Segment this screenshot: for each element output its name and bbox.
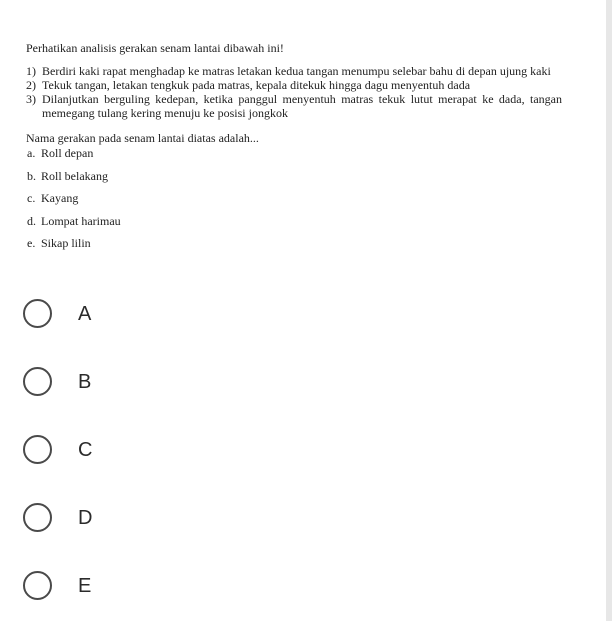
answer-option-e[interactable]	[22, 570, 162, 606]
page-edge	[606, 0, 612, 621]
answer-option-b[interactable]	[22, 366, 162, 402]
step-number: 2)	[26, 78, 36, 92]
choice-letter: d.	[27, 213, 36, 228]
step-list	[26, 64, 562, 120]
step-text: Berdiri kaki rapat menghadap ke matras letakan kedua tangan menumpu selebar bahu di depan ujung kaki	[42, 64, 551, 78]
choice-list	[26, 146, 562, 259]
question-intro: Perhatikan analisis gerakan senam lantai dibawah ini!	[26, 41, 284, 55]
choice-item	[26, 214, 562, 237]
question-prompt: Nama gerakan pada senam lantai diatas adalah...	[26, 131, 259, 145]
answer-label-c: C	[78, 439, 93, 461]
answer-label-b: B	[78, 371, 92, 393]
answer-option-c[interactable]	[22, 434, 162, 470]
answer-option-a[interactable]	[22, 298, 162, 334]
choice-letter: b.	[27, 168, 36, 183]
choice-letter: e.	[27, 236, 36, 250]
choice-item	[26, 191, 562, 214]
step-text: Tekuk tangan, letakan tengkuk pada matras, kepala ditekuk hingga dagu menyentuh dada	[42, 78, 471, 92]
step-item	[26, 78, 562, 92]
answer-label-e: E	[78, 575, 92, 597]
answer-label-d: D	[78, 507, 93, 529]
choice-item	[26, 146, 562, 169]
choice-text: Roll belakang	[41, 168, 108, 183]
step-number: 1)	[26, 64, 36, 78]
choice-text: Kayang	[41, 191, 79, 205]
choice-letter: c.	[27, 191, 36, 205]
step-item	[26, 64, 562, 78]
question-image	[26, 41, 562, 259]
choice-text: Roll depan	[41, 146, 94, 160]
answer-label-a: A	[78, 303, 92, 325]
radio-button-e[interactable]	[23, 571, 52, 600]
radio-button-a[interactable]	[23, 299, 52, 328]
choice-item	[26, 169, 562, 192]
choice-item	[26, 236, 562, 259]
choice-text: Sikap lilin	[41, 236, 91, 250]
radio-button-d[interactable]	[23, 503, 52, 532]
radio-button-b[interactable]	[23, 367, 52, 396]
answer-option-d[interactable]	[22, 502, 162, 538]
choice-text: Lompat harimau	[41, 213, 121, 228]
radio-button-c[interactable]	[23, 435, 52, 464]
choice-letter: a.	[27, 146, 36, 160]
step-text: Dilanjutkan berguling kedepan, ketika panggul menyentuh matras tekuk lutut merapat ke dada, tangan memegang tulang kering menuju ke posisi jongkok	[42, 92, 562, 120]
step-number: 3)	[26, 92, 36, 106]
step-item	[26, 92, 562, 120]
